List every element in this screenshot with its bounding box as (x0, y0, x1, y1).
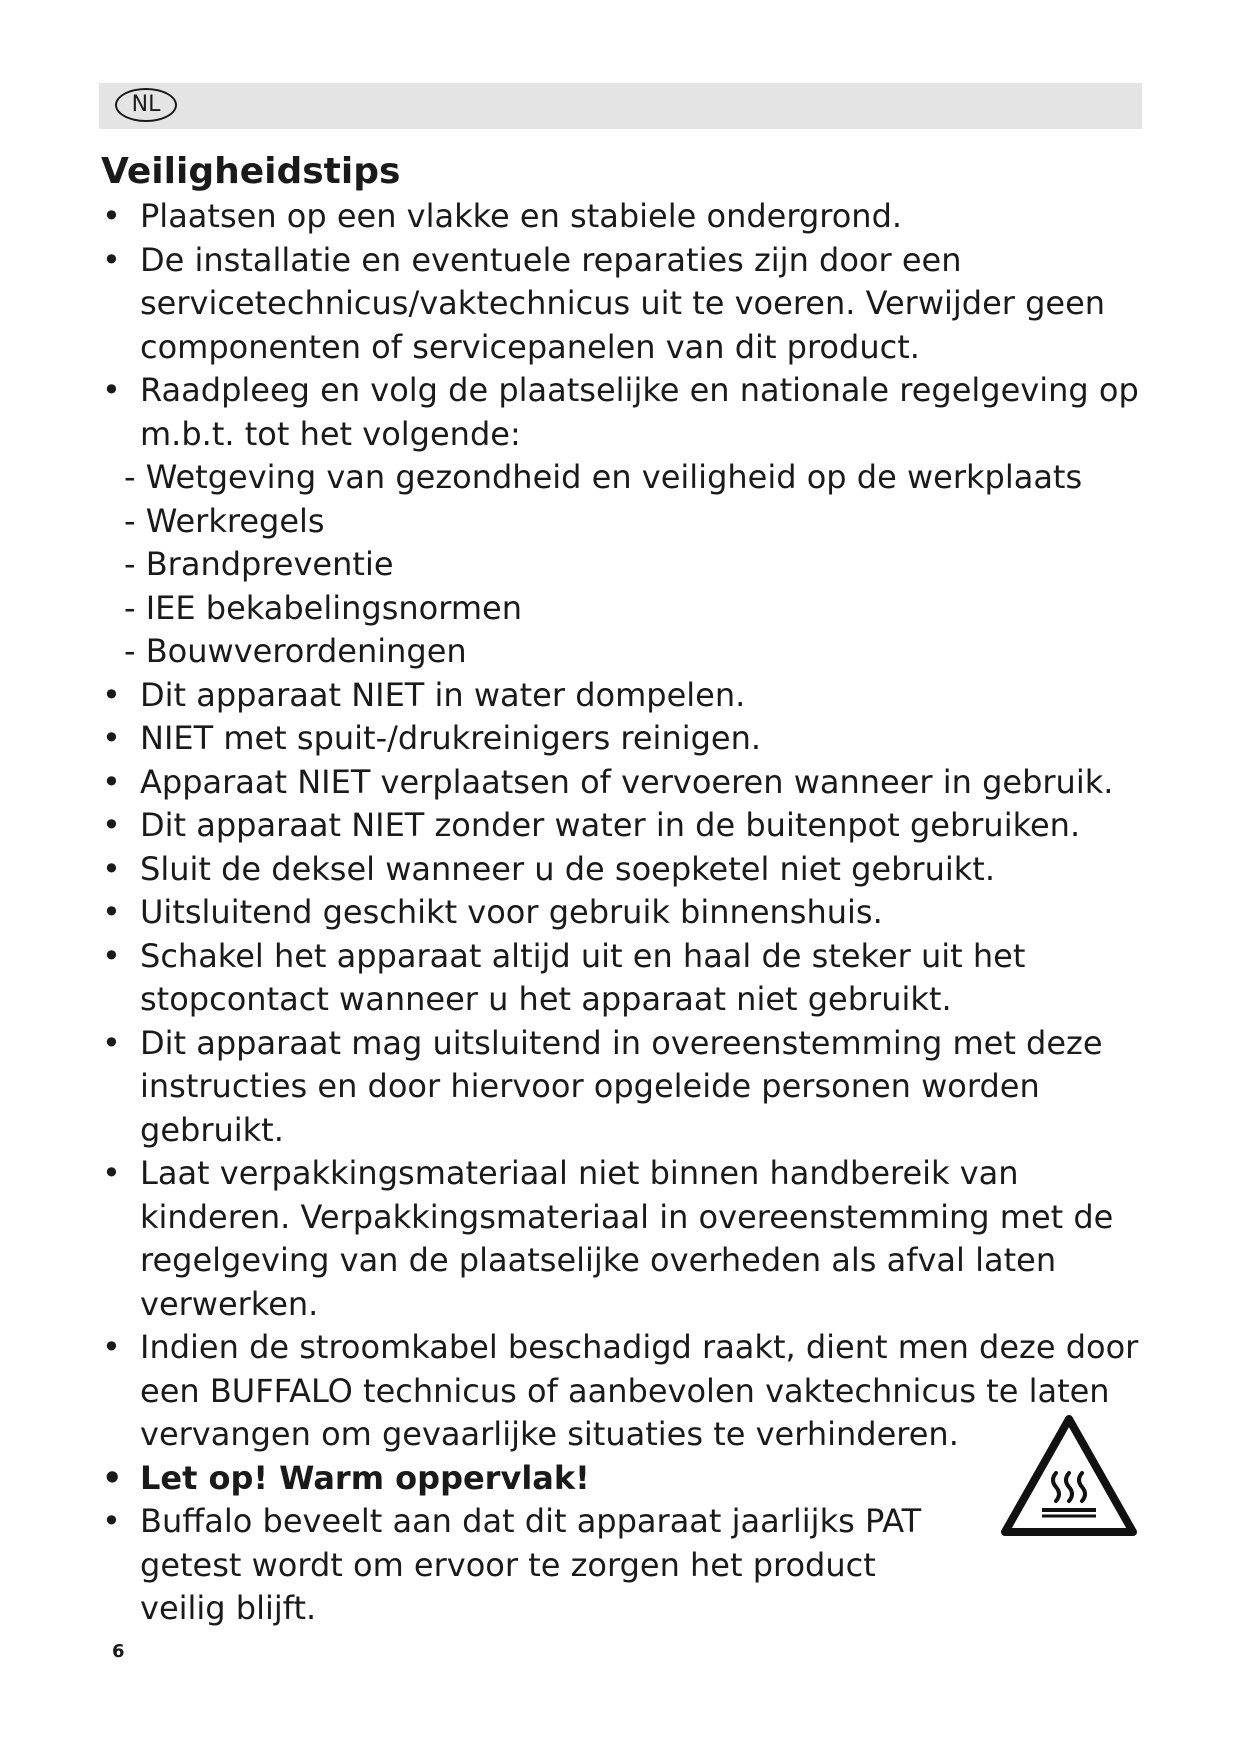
list-item: • Sluit de deksel wanneer u de soepketel niet gebruikt. (101, 848, 1151, 892)
list-item: • De installatie en eventuele reparaties zijn door een servicetechnicus/vaktechnicus uit te voeren. Verwijder geen componenten of servicepanelen van dit product. (101, 239, 1151, 370)
list-item: • Buffalo beveelt aan dat dit apparaat jaarlijks PAT getest wordt om ervoor te zorgen het product veilig blijft. (101, 1500, 1151, 1631)
sub-list-item: - IEE bekabelingsnormen (101, 587, 1151, 631)
list-item: • Dit apparaat mag uitsluitend in overeenstemming met deze instructies en door hiervoor opgeleide personen worden gebruikt. (101, 1022, 1151, 1153)
sub-list-item: - Bouwverordeningen (101, 630, 1151, 674)
sub-list-item: - Werkregels (101, 500, 1151, 544)
list-item: • Indien de stroomkabel beschadigd raakt, dient men deze door een BUFFALO technicus of aanbevolen vaktechnicus te laten vervangen om gevaarlijke situaties te verhinderen. (101, 1326, 1151, 1457)
hot-surface-warning: • Let op! Warm oppervlak! (101, 1457, 1151, 1501)
sub-list-item: - Wetgeving van gezondheid en veiligheid op de werkplaats (101, 456, 1151, 500)
safety-tips-content (101, 195, 1151, 1631)
header-bar (99, 83, 1142, 129)
sub-list-item: - Brandpreventie (101, 543, 1151, 587)
list-item: • Uitsluitend geschikt voor gebruik binnenshuis. (101, 891, 1151, 935)
page-number: 6 (112, 1641, 125, 1662)
list-item: • Plaatsen op een vlakke en stabiele ondergrond. (101, 195, 1151, 239)
list-item: • Schakel het apparaat altijd uit en haal de steker uit het stopcontact wanneer u het apparaat niet gebruikt. (101, 935, 1151, 1022)
language-badge: NL (115, 88, 177, 122)
list-item: • Laat verpakkingsmateriaal niet binnen handbereik van kinderen. Verpakkingsmateriaal in overeenstemming met de regelgeving van de plaatselijke overheden als afval laten verwerken. (101, 1152, 1151, 1326)
safety-tips-list-continued (101, 674, 1151, 1631)
safety-tips-list (101, 195, 1151, 456)
regulations-sub-list (101, 456, 1151, 674)
page-title: Veiligheidstips (101, 151, 401, 192)
list-item: • Dit apparaat NIET zonder water in de buitenpot gebruiken. (101, 804, 1151, 848)
list-item: • Raadpleeg en volg de plaatselijke en nationale regelgeving op m.b.t. tot het volgende: (101, 369, 1151, 456)
list-item: • Dit apparaat NIET in water dompelen. (101, 674, 1151, 718)
list-item: • NIET met spuit-/drukreinigers reinigen. (101, 717, 1151, 761)
hot-surface-warning-icon (1000, 1413, 1138, 1538)
list-item: • Apparaat NIET verplaatsen of vervoeren wanneer in gebruik. (101, 761, 1151, 805)
